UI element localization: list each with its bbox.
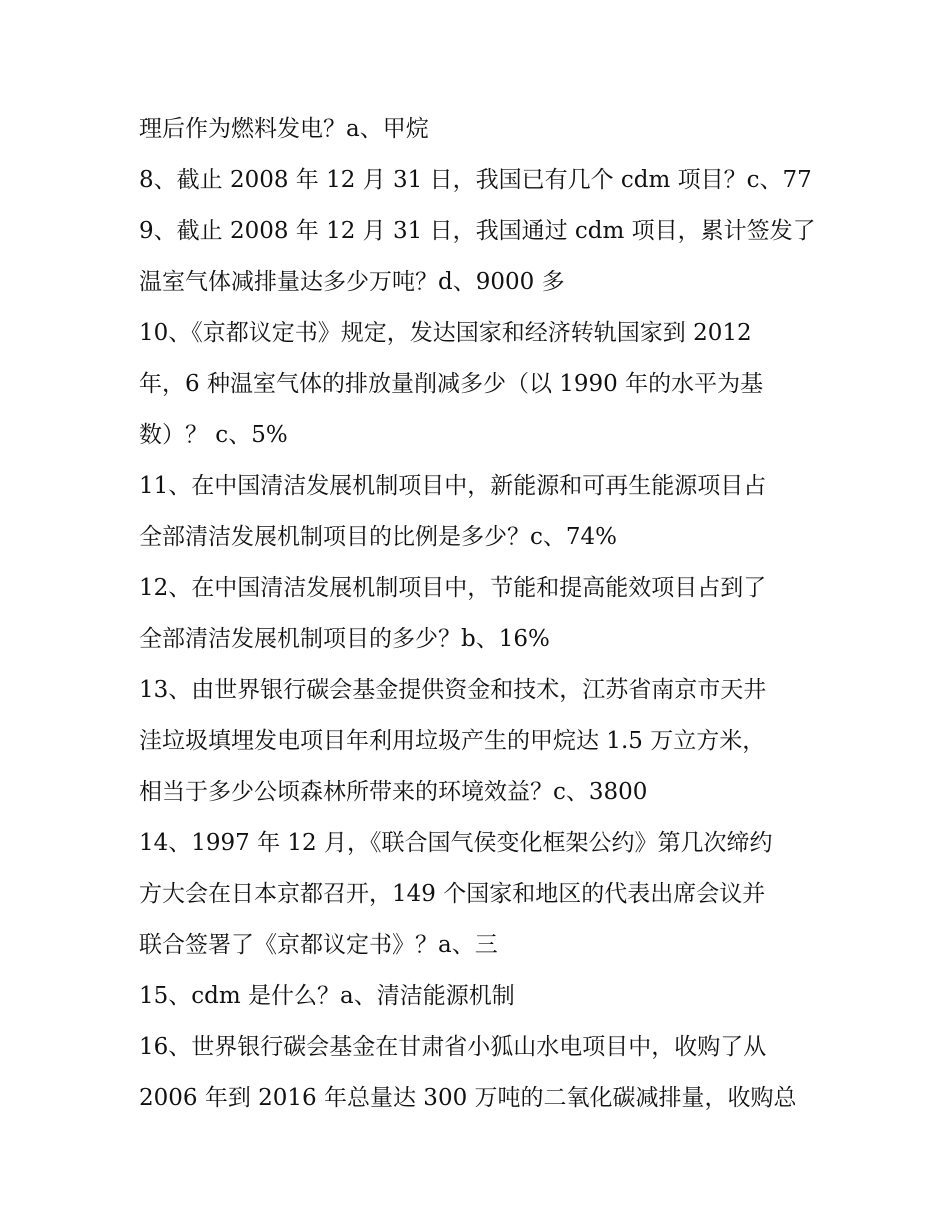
text-line: 11、在中国清洁发展机制项目中，新能源和可再生能源项目占	[139, 473, 767, 499]
text-line: 全部清洁发展机制项目的比例是多少？c、74%	[139, 524, 618, 550]
text-line: 8、截止 2008 年 12 月 31 日，我国已有几个 cdm 项目？c、77	[139, 167, 812, 193]
text-line: 理后作为燃料发电？a、甲烷	[139, 116, 429, 142]
text-line: 13、由世界银行碳会基金提供资金和技术，江苏省南京市天井	[139, 677, 767, 703]
text-line: 9、截止 2008 年 12 月 31 日，我国通过 cdm 项目，累计签发了	[139, 218, 816, 244]
text-line: 年，6 种温室气体的排放量削减多少（以 1990 年的水平为基	[139, 371, 764, 397]
text-line: 15、cdm 是什么？a、清洁能源机制	[139, 983, 515, 1009]
text-line: 方大会在日本京都召开，149 个国家和地区的代表出席会议并	[139, 881, 766, 907]
text-line: 全部清洁发展机制项目的多少？b、16%	[139, 626, 550, 652]
text-line: 联合签署了《京都议定书》？a、三	[139, 932, 498, 958]
text-line: 16、世界银行碳会基金在甘肃省小狐山水电项目中，收购了从	[139, 1034, 767, 1060]
text-line: 14、1997 年 12 月，《联合国气侯变化框架公约》第几次缔约	[139, 830, 773, 856]
text-line: 2006 年到 2016 年总量达 300 万吨的二氧化碳减排量，收购总	[139, 1085, 797, 1111]
text-line: 温室气体减排量达多少万吨？d、9000 多	[139, 269, 565, 295]
text-line: 数）？ c、5%	[139, 422, 288, 448]
document-body	[139, 110, 819, 1130]
text-line: 10、《京都议定书》规定，发达国家和经济转轨国家到 2012	[139, 320, 752, 346]
text-line: 12、在中国清洁发展机制项目中，节能和提高能效项目占到了	[139, 575, 767, 601]
text-line: 洼垃圾填埋发电项目年利用垃圾产生的甲烷达 1.5 万立方米，	[139, 728, 766, 754]
text-line: 相当于多少公顷森林所带来的环境效益？c、3800	[139, 779, 648, 805]
